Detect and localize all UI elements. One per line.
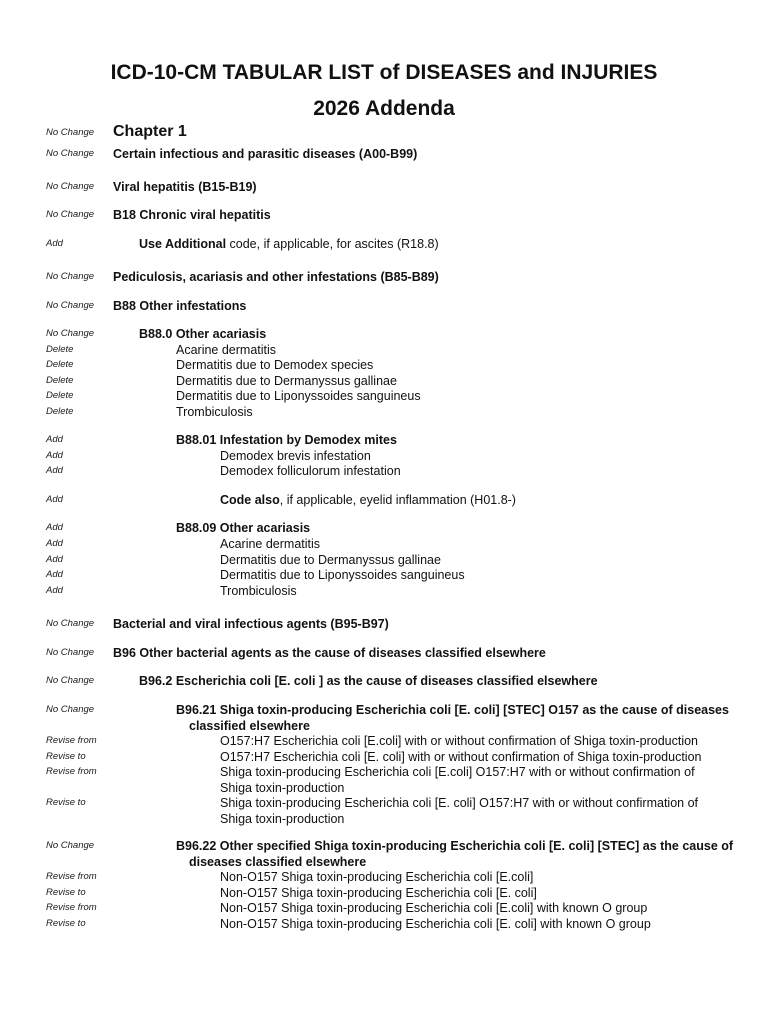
entry-row <box>0 373 768 389</box>
inclusion-term: Dermatitis due to Liponyssoides sanguineus <box>176 389 421 403</box>
entry-row <box>0 583 768 599</box>
inclusion-term: Non-O157 Shiga toxin-producing Escherichia coli [E.coli] <box>220 870 534 884</box>
inclusion-term: Demodex folliculorum infestation <box>220 464 401 478</box>
change-tag: Delete <box>46 375 74 386</box>
entry-row <box>0 520 768 536</box>
entry-row <box>0 900 768 916</box>
instruction-note <box>220 492 516 508</box>
change-tag: Revise to <box>46 887 86 898</box>
change-tag: No Change <box>46 675 95 686</box>
category-heading: B18 Chronic viral hepatitis <box>113 208 271 222</box>
change-tag: Add <box>46 554 63 565</box>
change-tag: Revise from <box>46 735 97 746</box>
entry-row <box>0 357 768 373</box>
subcategory-heading: B96.2 Escherichia coli [E. coli ] as the cause of diseases classified elsewhere <box>139 674 598 688</box>
change-tag: No Change <box>46 647 95 658</box>
inclusion-term: Demodex brevis infestation <box>220 449 371 463</box>
entry-row <box>0 536 768 552</box>
change-tag: Delete <box>46 359 74 370</box>
entry-row <box>0 567 768 583</box>
change-tag: No Change <box>46 300 95 311</box>
code-heading: B96.21 Shiga toxin-producing Escherichia coli [E. coli] [STEC] O157 as the cause of diseases classified elsewhere <box>176 703 729 733</box>
entry-row <box>0 207 768 223</box>
instruction-keyword: Code also <box>220 493 280 507</box>
change-tag: Add <box>46 450 63 461</box>
document-title: ICD-10-CM TABULAR LIST of DISEASES and INJURIES <box>110 61 658 84</box>
entry-row <box>0 616 768 632</box>
inclusion-term: Non-O157 Shiga toxin-producing Escherichia coli [E.coli] with known O group <box>220 901 648 915</box>
inclusion-term: Trombiculosis <box>176 405 253 419</box>
code-heading: B96.22 Other specified Shiga toxin-producing Escherichia coli [E. coli] [STEC] as the cause of diseases classified elsewhere <box>176 839 734 869</box>
change-tag: Revise to <box>46 751 86 762</box>
entry-row <box>0 885 768 901</box>
change-tag: No Change <box>46 618 95 629</box>
entry-row <box>0 749 768 765</box>
entry-row <box>0 432 768 448</box>
entry-row <box>0 673 768 689</box>
inclusion-term: Dermatitis due to Dermanyssus gallinae <box>220 553 441 567</box>
change-tag: No Change <box>46 704 95 715</box>
code-heading: B88.01 Infestation by Demodex mites <box>176 433 397 447</box>
inclusion-term: Acarine dermatitis <box>220 537 321 551</box>
change-tag: Add <box>46 585 63 596</box>
subcategory-heading: B88.0 Other acariasis <box>139 327 267 341</box>
entry-row <box>0 448 768 464</box>
entry-row <box>0 342 768 358</box>
change-tag: Add <box>46 569 63 580</box>
change-tag: Add <box>46 522 63 533</box>
entry-row <box>0 838 768 870</box>
block-heading: Viral hepatitis (B15-B19) <box>113 180 257 194</box>
inclusion-term: O157:H7 Escherichia coli [E.coli] with or without confirmation of Shiga toxin-production <box>220 734 699 748</box>
chapter-title: Certain infectious and parasitic diseases (A00-B99) <box>113 147 418 161</box>
change-tag: Delete <box>46 390 74 401</box>
change-tag: Revise from <box>46 902 97 913</box>
entry-row <box>0 702 768 734</box>
entry-row <box>0 326 768 342</box>
inclusion-term: Shiga toxin-producing Escherichia coli [E.coli] O157:H7 with or without confirmation of Shiga toxin-production <box>220 765 695 795</box>
category-heading: B88 Other infestations <box>113 299 247 313</box>
change-tag: No Change <box>46 127 95 138</box>
change-tag: Add <box>46 465 63 476</box>
change-tag: No Change <box>46 181 95 192</box>
inclusion-term: Non-O157 Shiga toxin-producing Escherichia coli [E. coli] with known O group <box>220 917 651 931</box>
inclusion-term: O157:H7 Escherichia coli [E. coli] with or without confirmation of Shiga toxin-production <box>220 750 702 764</box>
change-tag: No Change <box>46 840 95 851</box>
entry-row <box>0 552 768 568</box>
change-tag: Delete <box>46 406 74 417</box>
chapter-heading: Chapter 1 <box>113 123 187 140</box>
inclusion-term: Dermatitis due to Demodex species <box>176 358 374 372</box>
change-tag: Revise from <box>46 766 97 777</box>
inclusion-term: Shiga toxin-producing Escherichia coli [E. coli] O157:H7 with or without confirmation of Shiga toxin-production <box>220 796 699 826</box>
inclusion-term: Dermatitis due to Liponyssoides sanguineus <box>220 568 465 582</box>
change-tag: No Change <box>46 148 95 159</box>
entry-row <box>0 298 768 314</box>
change-tag: Add <box>46 238 63 249</box>
block-heading: Bacterial and viral infectious agents (B95-B97) <box>113 617 389 631</box>
instruction-text: code, if applicable, for ascites (R18.8) <box>226 237 439 251</box>
instruction-text: , if applicable, eyelid inflammation (H01.8-) <box>279 493 516 507</box>
block-heading: Pediculosis, acariasis and other infestations (B85-B89) <box>113 270 439 284</box>
entry-row <box>0 733 768 749</box>
entry-row <box>0 492 768 508</box>
change-tag: Revise to <box>46 918 86 929</box>
entry-row <box>0 236 768 252</box>
inclusion-term: Non-O157 Shiga toxin-producing Escherichia coli [E. coli] <box>220 886 537 900</box>
category-heading: B96 Other bacterial agents as the cause of diseases classified elsewhere <box>113 646 546 660</box>
inclusion-term: Dermatitis due to Dermanyssus gallinae <box>176 374 397 388</box>
change-tag: Revise to <box>46 797 86 808</box>
entry-row <box>0 388 768 404</box>
change-tag: Add <box>46 434 63 445</box>
entry-row <box>0 404 768 420</box>
instruction-keyword: Use Additional <box>139 237 227 251</box>
change-tag: Add <box>46 538 63 549</box>
change-tag: Delete <box>46 344 74 355</box>
document-subtitle: 2026 Addenda <box>313 97 455 120</box>
change-tag: No Change <box>46 271 95 282</box>
entry-row <box>0 269 768 285</box>
entry-row <box>0 869 768 885</box>
entry-row <box>0 764 768 796</box>
entry-row <box>0 179 768 195</box>
inclusion-term: Acarine dermatitis <box>176 343 277 357</box>
change-tag: Add <box>46 494 63 505</box>
code-heading: B88.09 Other acariasis <box>176 521 311 535</box>
entry-row <box>0 463 768 479</box>
inclusion-term: Trombiculosis <box>220 584 297 598</box>
instruction-note <box>139 236 439 252</box>
entry-row <box>0 146 768 162</box>
change-tag: Revise from <box>46 871 97 882</box>
entry-row <box>0 916 768 932</box>
change-tag: No Change <box>46 209 95 220</box>
change-tag: No Change <box>46 328 95 339</box>
entry-row <box>0 123 768 139</box>
entry-row <box>0 795 768 827</box>
entry-row <box>0 645 768 661</box>
